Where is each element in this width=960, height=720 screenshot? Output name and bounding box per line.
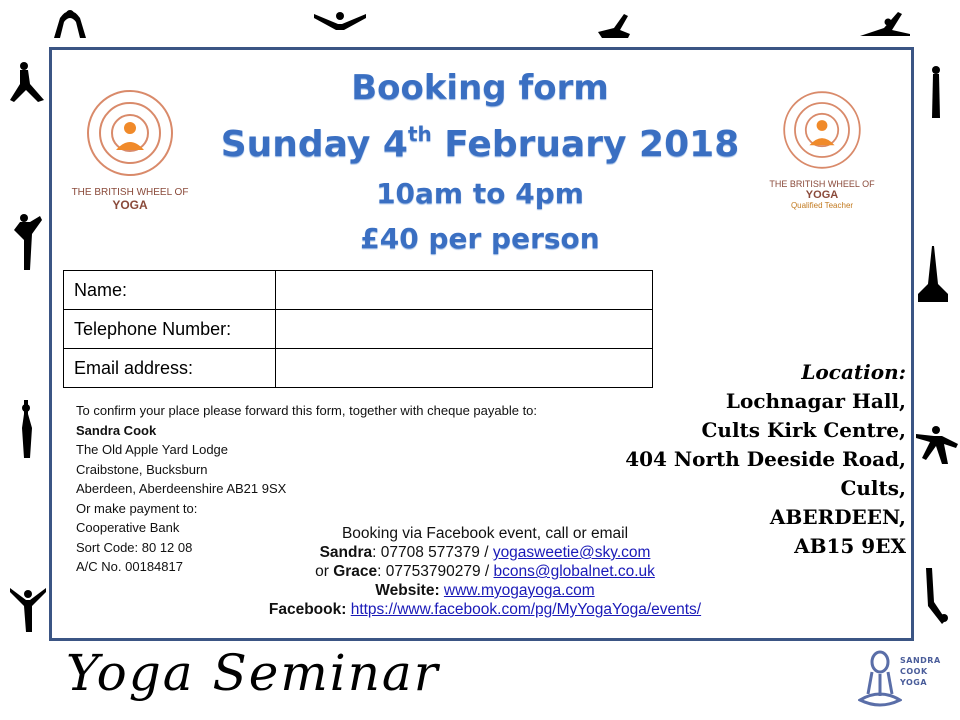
location: Location: Lochnagar Hall, Cults Kirk Centre, 404 North Deeside Road, Cults, ABERDEEN, AB15 9EX [625, 360, 906, 558]
yoga-pose-icon [916, 566, 950, 628]
seminar-title: Yoga Seminar [66, 644, 440, 702]
yoga-pose-icon [914, 420, 960, 466]
payment-instructions: To confirm your place please forward this form, together with cheque payable to: Sandra Cook The Old Apple Yard Lodge Craibstone, Bucksburn Aberdeen, Aberdeenshire AB21 9SX Or make payment to: Cooperative Bank Sort Code: 80 12 08 A/C No. 00184817 [76, 403, 538, 574]
event-price: £40 per person [360, 222, 600, 255]
website-link[interactable]: www.myogayoga.com [443, 582, 595, 599]
british-wheel-of-yoga-teacher-logo: THE BRITISH WHEEL OF YOGA Qualified Teacher [762, 80, 882, 210]
form-title: Booking form [351, 68, 609, 108]
yoga-pose-icon [8, 584, 48, 634]
yoga-pose-icon [312, 6, 368, 36]
form-row-email: Email address: [64, 349, 653, 388]
sandra-email-link[interactable]: yogasweetie@sky.com [492, 544, 651, 561]
form-row-telephone: Telephone Number: [64, 310, 653, 349]
british-wheel-of-yoga-logo: THE BRITISH WHEEL OF YOGA [62, 78, 198, 212]
event-time: 10am to 4pm [376, 177, 584, 210]
yoga-pose-icon [50, 4, 90, 40]
yoga-pose-icon [858, 8, 912, 38]
email-field[interactable] [276, 349, 653, 388]
booking-form-table [63, 270, 653, 388]
booking-contacts: Booking via Facebook event, call or email Sandra: 07708 577379 / yogasweetie@sky.com or Grace: 07753790279 / bcons@globalnet.co.uk Website: www.myogayoga.com Facebook: https://www.facebook.com/pg/MyYogaYoga/events/ [268, 525, 702, 618]
form-row-name: Name: [64, 271, 653, 310]
sandra-cook-yoga-logo: SANDRA COOK YOGA [858, 650, 938, 712]
grace-email-link[interactable]: bcons@globalnet.co.uk [493, 563, 655, 580]
name-field[interactable] [276, 271, 653, 310]
facebook-link[interactable]: https://www.facebook.com/pg/MyYogaYoga/events/ [350, 601, 702, 618]
telephone-field[interactable] [276, 310, 653, 349]
yoga-pose-icon [14, 398, 38, 460]
event-date: Sunday 4th February 2018 [220, 122, 740, 165]
yoga-pose-icon [594, 10, 634, 40]
